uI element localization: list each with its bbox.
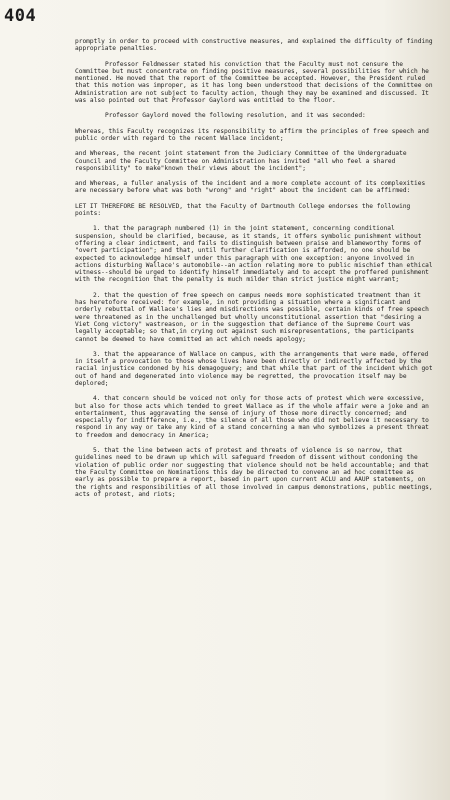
paragraph-resolved: LET IT THEREFORE BE RESOLVED, that the Faculty of Dartmouth College endorses the following points: <box>75 202 415 218</box>
document-body <box>75 38 435 506</box>
paragraph-whereas-1: Whereas, this Faculty recognizes its responsibility to affirm the principles of free speech and public order with regard to the recent Wallace incident; <box>75 127 433 142</box>
resolution-point-4: 4. that concern should be voiced not only for those acts of protest which were excessive, but also for those acts which tended to greet Wallace as if the whole affair were a joke and an entertainment, thus aggravating the sense of injury of those more directly concerned; and especially for indifference, i.e., the silence of all those who did not believe it necessary to respond in any way or take any kind of a stand concerning a man who symbolizes a present threat to freedom and democracy in America; <box>75 395 433 439</box>
paragraph-feldmesser: Professor Feldmesser stated his conviction that the Faculty must not censure the Committee but must concentrate on finding positive measures, several possibilities for which he mentioned. He moved that the report of the Committee be accepted. However, the President ruled that this motion was improper, as it has long been understood that decisions of the Committee on Administration are not subject to faculty action, though they may be examined and discussed. It was also pointed out that Professor Gaylord was entitled to the floor. <box>75 60 437 105</box>
resolution-point-1: 1. that the paragraph numbered (1) in the joint statement, concerning conditional suspension, should be clarified, because, as it stands, it offers symbolic punishment without offering a clear indictment, and fails to distinguish between praise and blameworthy forms of "overt participation"; and that, until further clarification is afforded, no one should be expected to acknowledge himself under this paragraph with one exception: anyone involved in actions disturbing Wallace's automobile--an action relating more to public mischief than ethical witness--should be urged to identify himself immediately and to accept the proffered punishment with the recognition that the penalty is much milder than strict justice might warrant; <box>75 225 437 284</box>
resolution-point-2: 2. that the question of free speech on campus needs more sophisticated treatment than it has heretofore received: for example, in not providing a situation where a significant and orderly rebuttal of Wallace's lies and misdirections was possible, certain kinds of free speech were threatened as in the unchallenged but wholly unconstitutional assertion that "desiring a Viet Cong victory" wastreason, or in the suggestion that defiance of the Supreme Court was legally acceptable; so that,in crying out against such misrepresentations, the participants cannot be deemed to have committed an act which needs apology; <box>75 291 433 343</box>
resolution-point-5: 5. that the line between acts of protest and threats of violence is so narrow, that guidelines need to be drawn up which will safeguard freedom of dissent without condoning the violation of public order nor suggesting that violence should not be held accountable; and that the Faculty Committee on Nominations this day be directed to convene an ad hoc committee as early as possible to prepare a report, based in part upon current ACLU and AAUP statements, on the rights and responsibilities of all those involved in campus demonstrations, public meetings, acts of protest, and riots; <box>75 447 437 498</box>
page-number: 404 <box>4 6 37 26</box>
paragraph-intro: promptly in order to proceed with constructive measures, and explained the difficulty of finding appropriate penalties. <box>75 38 437 53</box>
paragraph-gaylord-motion: Professor Gaylord moved the following resolution, and it was seconded: <box>105 112 366 120</box>
paragraph-whereas-3: and Whereas, a fuller analysis of the incident and a more complete account of its complexities are necessary before what was both "wrong" and "right" about the incident can be affirmed: <box>75 180 429 195</box>
paragraph-whereas-2: and Whereas, the recent joint statement from the Judiciary Committee of the Undergraduate Council and the Faculty Committee on Administration has invited "all who feel a shared responsibility" to make"known their views about the incident"; <box>75 150 411 172</box>
resolution-point-3: 3. that the appearance of Wallace on campus, with the arrangements that were made, offered in itself a provocation to those whose lives have been directly or indirectly affected by the racial injustice condoned by his demagoguery; and that while that part of the incident which got out of hand and degenerated into violence may be regretted, the provocation itself may be deplored; <box>75 350 437 387</box>
